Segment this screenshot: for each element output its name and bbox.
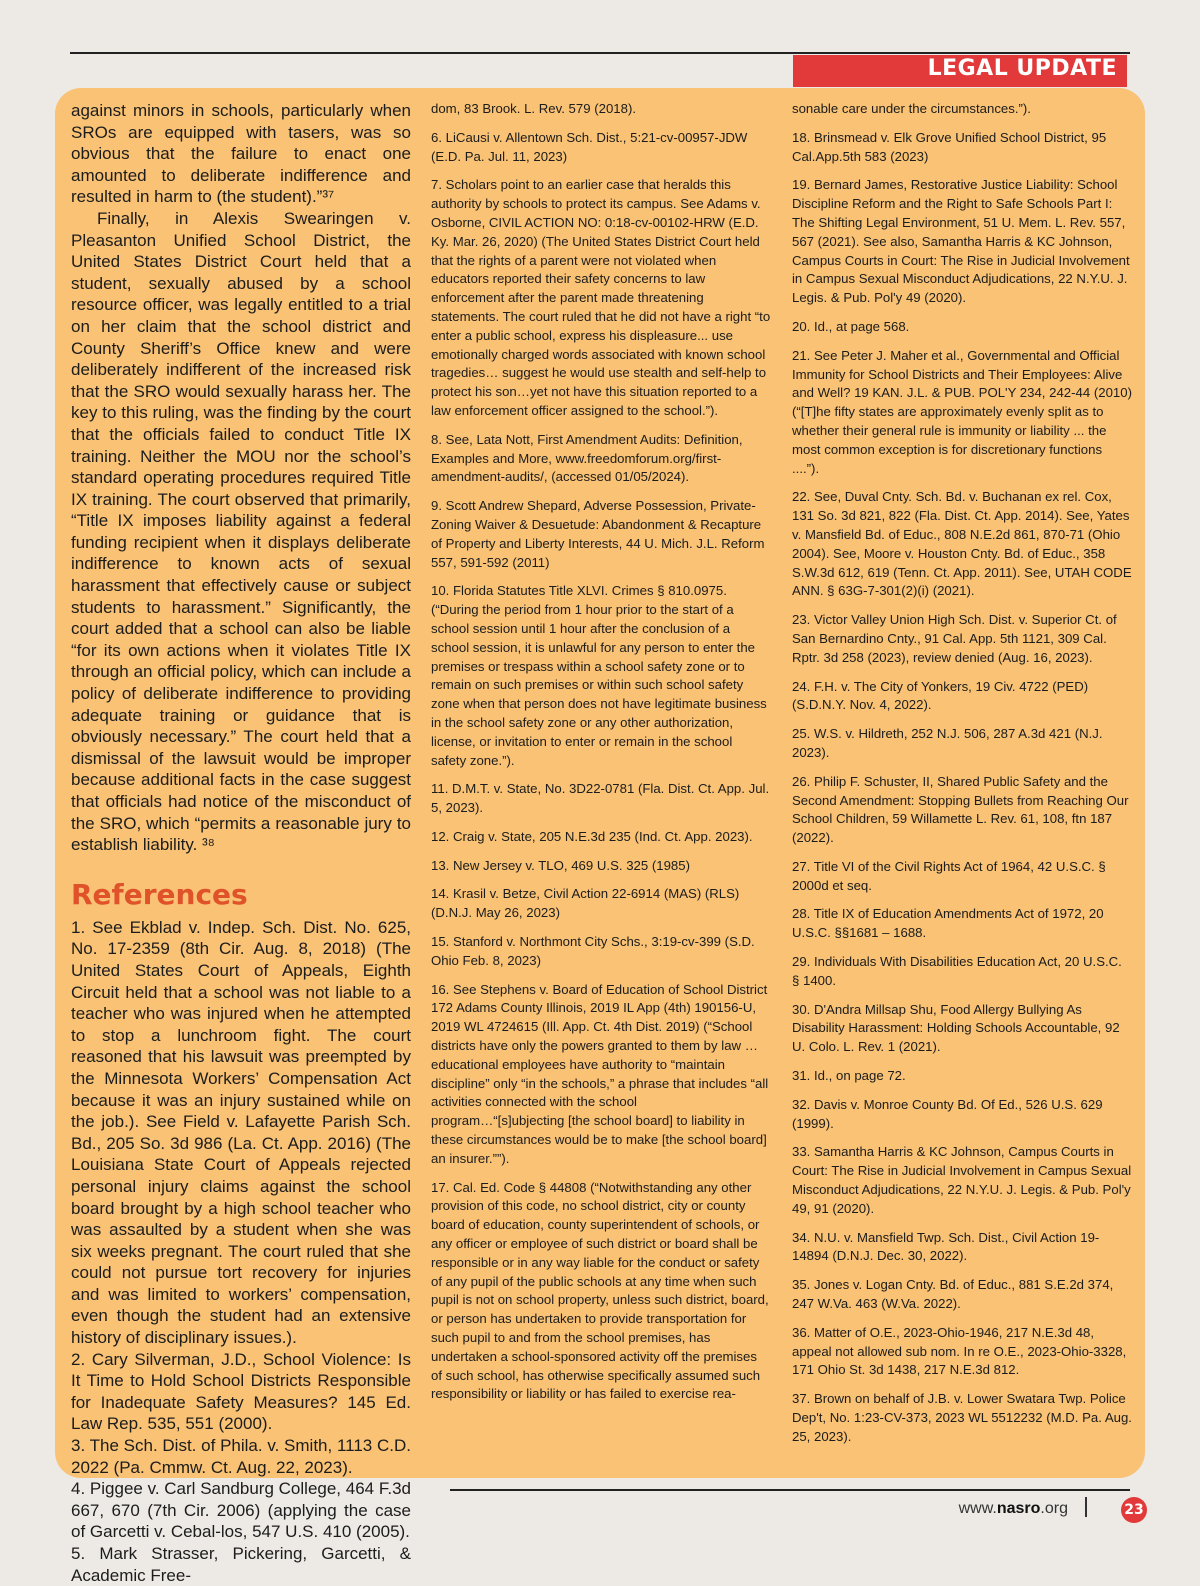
reference-item: 34. N.U. v. Mansfield Twp. Sch. Dist., Civil Action 19-14894 (D.N.J. Dec. 30, 2022).: [792, 1229, 1100, 1264]
body-paragraph: against minors in schools, particularly when SROs are equipped with tasers, was so obvious that the failure to enact one amounted to deliberate indifference and resulted in harm to (the student).”³⁷: [71, 101, 411, 207]
references-heading: References: [71, 877, 248, 911]
reference-item: 4. Piggee v. Carl Sandburg College, 464 F.3d 667, 670 (7th Cir. 2006) (applying the case of Garcetti v. Cebal-los, 547 U.S. 410 (2005).: [71, 1479, 411, 1542]
reference-item: 17. Cal. Ed. Code § 44808 (“Notwithstanding any other provision of this code, no school district, city or county board of education, county superintendent of schools, or any officer or employee of such district or board shall be responsible or in any way liable for the conduct or safety of any pupil of the public schools at any time when such pupil is not on school property, unless such district, board, or person has undertaken to provide transportation for such pupil to and from the school premises, has undertaken a school-sponsored activity off the premises of such school, has otherwise specifically assumed such responsibility or liability or has failed to exercise rea-: [431, 1179, 769, 1402]
column-2: [431, 100, 771, 1414]
footer-divider: [1085, 1497, 1087, 1517]
reference-item: 26. Philip F. Schuster, II, Shared Public Safety and the Second Amendment: Stopping Bullets from Reaching Our School Children, 59 Willamette L. Rev. 61, 108, ftn 187 (2022).: [792, 773, 1129, 846]
reference-item: 6. LiCausi v. Allentown Sch. Dist., 5:21-cv-00957-JDW (E.D. Pa. Jul. 11, 2023): [431, 129, 748, 164]
reference-item: 8. See, Lata Nott, First Amendment Audits: Definition, Examples and More, www.freedomforum.org/first-amendment-audits/, (accessed 01/05/2024).: [431, 431, 743, 485]
reference-item: 22. See, Duval Cnty. Sch. Bd. v. Buchanan ex rel. Cox, 131 So. 3d 821, 822 (Fla. Dist. Ct. App. 2014). See, Yates v. Mansfield Bd. of Educ., 808 N.E.2d 861, 870-71 (Ohio 2004). See, Moore v. Houston Cnty. Bd. of Educ., 358 S.W.3d 612, 619 (Tenn. Ct. App. 2011). See, UTAH CODE ANN. § 63G-7-301(2)(i) (2021).: [792, 489, 1132, 599]
reference-item: 20. Id., at page 568.: [792, 318, 910, 334]
reference-item: 37. Brown on behalf of J.B. v. Lower Swatara Twp. Police Dep't, No. 1:23-CV-373, 2023 WL 5512232 (M.D. Pa. Aug. 25, 2023).: [792, 1391, 1132, 1444]
reference-item: 29. Individuals With Disabilities Education Act, 20 U.S.C. § 1400.: [792, 954, 1122, 988]
reference-item: 33. Samantha Harris & KC Johnson, Campus Courts in Court: The Rise in Judicial Involvement in Campus Sexual Misconduct Adjudications, 22 N.Y.U. J. Legis. & Pub. Pol'y 49, 91 (2020).: [792, 1144, 1132, 1216]
reference-item: 10. Florida Statutes Title XLVI. Crimes § 810.0975. (“During the period from 1 hour prior to the start of a school session until 1 hour after the conclusion of a school session, it is unlawful for any person to enter the premises or trespass within a school safety zone or to remain on such premises or within such school safety zone when that person does not have legitimate business in the school safety zone or any other authorization, license, or invitation to enter or remain in the school safety zone.”).: [431, 583, 767, 768]
reference-item: 9. Scott Andrew Shepard, Adverse Possession, Private-Zoning Waiver & Desuetude: Abandonment & Recapture of Property and Liberty Interests, 44 U. Mich. J.L. Reform 557, 591-592 (2011): [431, 498, 765, 570]
url-brand: nasro: [996, 1500, 1041, 1517]
reference-item: 7. Scholars point to an earlier case that heralds this authority by schools to protect its campus. See Adams v. Osborne, CIVIL ACTION NO: 0:18-cv-00102-HRW (E.D. Ky. Mar. 26, 2020) (The United States District Court held that the rights of a parent were not violated when educators reported their safety concerns to law enforcement after the parent made threatening statements. The court ruled that he did not have a right “to enter a public school, express his displeasure... use emotionally charged words associated with known school tragedies… suggest he would use stealth and self-help to protect his son…yet not have this situation reported to a law enforcement officer assigned to the school.”).: [431, 177, 771, 418]
url-prefix: www.: [958, 1500, 997, 1517]
section-label: LEGAL UPDATE: [927, 56, 1117, 81]
footer-rule: [450, 1489, 1130, 1491]
reference-item: sonable care under the circumstances.”).: [792, 101, 1031, 116]
reference-item: 27. Title VI of the Civil Rights Act of 1964, 42 U.S.C. § 2000d et seq.: [792, 858, 1106, 893]
reference-item: 30. D'Andra Millsap Shu, Food Allergy Bullying As Disability Harassment: Holding Schools Accountable, 92 U. Colo. L. Rev. 1 (2021).: [792, 1001, 1120, 1055]
reference-item: 13. New Jersey v. TLO, 469 U.S. 325 (1985): [431, 857, 690, 873]
reference-item: 1. See Ekblad v. Indep. Sch. Dist. No. 625, No. 17-2359 (8th Cir. Aug. 8, 2018) (The United States Court of Appeals, Eighth Circuit held that a school was not liable to a teacher who was injured when he attempted to stop a lunchroom fight. The court reasoned that his lawsuit was preempted by the Minnesota Workers’ Compensation Act because it was an injury sustained while on the job.). See Field v. Lafayette Parish Sch. Bd., 205 So. 3d 986 (La. Ct. App. 2016) (The Louisiana State Court of Appeals rejected personal injury claims against the school board brought by a high school teacher who was assaulted by a student when she was six weeks pregnant. The court ruled that she could not pursue tort recovery for injuries and was limited to workers’ compensation, even though the student had an extensive history of disciplinary issues.).: [71, 917, 411, 1348]
page-number-badge: 23: [1121, 1497, 1147, 1523]
reference-item: 35. Jones v. Logan Cnty. Bd. of Educ., 881 S.E.2d 374, 247 W.Va. 463 (W.Va. 2022).: [792, 1277, 1114, 1312]
reference-item: 36. Matter of O.E., 2023-Ohio-1946, 217 N.E.3d 48, appeal not allowed sub nom. In re O.E., 2023-Ohio-3328, 171 Ohio St. 3d 1438, 217 N.E.3d 812.: [792, 1324, 1127, 1378]
reference-item: 19. Bernard James, Restorative Justice Liability: School Discipline Reform and the Right to Safe Schools Part I: The Shifting Legal Environment, 51 U. Mem. L. Rev. 557, 567 (2021). See also, Samantha Harris & KC Johnson, Campus Courts in Court: The Rise in Judicial Involvement in Campus Sexual Misconduct Adjudications, 22 N.Y.U. J. Legis. & Pub. Pol'y 49 (2020).: [792, 177, 1130, 306]
reference-item: 18. Brinsmead v. Elk Grove Unified School District, 95 Cal.App.5th 583 (2023): [792, 129, 1107, 164]
reference-item: 15. Stanford v. Northmont City Schs., 3:19-cv-399 (S.D. Ohio Feb. 8, 2023): [431, 934, 755, 968]
reference-item: 12. Craig v. State, 205 N.E.3d 235 (Ind. Ct. App. 2023).: [431, 828, 753, 844]
reference-item: 23. Victor Valley Union High Sch. Dist. v. Superior Ct. of San Bernardino Cnty., 91 Cal. App. 5th 1121, 309 Cal. Rptr. 3d 258 (2023), review denied (Aug. 16, 2023).: [792, 612, 1117, 665]
top-rule: [70, 52, 1130, 54]
reference-item: 25. W.S. v. Hildreth, 252 N.J. 506, 287 A.3d 421 (N.J. 2023).: [792, 726, 1103, 760]
url-suffix: .org: [1040, 1500, 1068, 1517]
reference-item: 11. D.M.T. v. State, No. 3D22-0781 (Fla. Dist. Ct. App. Jul. 5, 2023).: [431, 781, 770, 816]
section-banner: [793, 55, 1127, 87]
reference-item: 14. Krasil v. Betze, Civil Action 22-6914 (MAS) (RLS) (D.N.J. May 26, 2023): [431, 886, 740, 921]
reference-item: 32. Davis v. Monroe County Bd. Of Ed., 526 U.S. 629 (1999).: [792, 1096, 1103, 1131]
reference-item: 5. Mark Strasser, Pickering, Garcetti, & Academic Free-: [71, 1544, 411, 1585]
reference-item: 31. Id., on page 72.: [792, 1068, 906, 1084]
column-1: [71, 100, 411, 1586]
reference-item: 21. See Peter J. Maher et al., Governmental and Official Immunity for School Districts and Their Employees: Alive and Well? 19 KAN. J.L. & PUB. POL'Y 234, 242-44 (2010) (“[T]he fifty states are approximately evenly split as to whether their general rule is immunity or liability ... the most common exception is for discretionary functions ....”).: [792, 347, 1132, 476]
footer-url[interactable]: [959, 1500, 1068, 1518]
reference-item: 24. F.H. v. The City of Yonkers, 19 Civ. 4722 (PED) (S.D.N.Y. Nov. 4, 2022).: [792, 678, 1089, 713]
reference-item: 16. See Stephens v. Board of Education of School District 172 Adams County Illinois, 2019 IL App (4th) 190156-U, 2019 WL 4724615 (Ill. App. Ct. 4th Dist. 2019) (“School districts have only the powers granted to them by law … educational employees have authority to “maintain discipline” only “in the schools,” a phrase that includes “all activities connected with the school program…“[s]ubjecting [the school board] to liability in these circumstances would be to make [the school board] an insurer.””).: [431, 981, 769, 1166]
body-paragraph: Finally, in Alexis Swearingen v. Pleasanton Unified School District, the United States District Court held that a student, sexually abused by a school resource officer, was legally entitled to a trial on her claim that the school district and County Sheriff’s Office knew and were deliberately indifferent of the increased risk that the SRO would sexually harass her. The key to this ruling, was the finding by the court that the officials failed to conduct Title IX training. Neither the MOU nor the school’s standard operating procedures required Title IX training. The court observed that primarily, “Title IX imposes liability against a federal funding recipient when it displays deliberate indifference to known acts of sexual harassment that effectively cause or subject students to harassment.” Significantly, the court added that a school can also be liable “for its own actions when it violates Title IX through an official policy, which can include a policy of deliberate indifference to providing adequate training or guidance that is obviously necessary.” The court held that a dismissal of the lawsuit would be improper because additional facts in the case suggest that officials had notice of the misconduct of the SRO, which “permits a reasonable jury to establish liability. ³⁸: [71, 208, 411, 855]
reference-item: dom, 83 Brook. L. Rev. 579 (2018).: [431, 101, 637, 116]
reference-item: 3. The Sch. Dist. of Phila. v. Smith, 1113 C.D. 2022 (Pa. Cmmw. Ct. Aug. 22, 2023).: [71, 1436, 411, 1477]
reference-item: 2. Cary Silverman, J.D., School Violence: Is It Time to Hold School Districts Responsible for Inadequate Safety Measures? 145 Ed. Law Rep. 535, 551 (2000).: [71, 1349, 411, 1434]
column-3: [792, 100, 1132, 1457]
reference-item: 28. Title IX of Education Amendments Act of 1972, 20 U.S.C. §§1681 – 1688.: [792, 906, 1104, 941]
